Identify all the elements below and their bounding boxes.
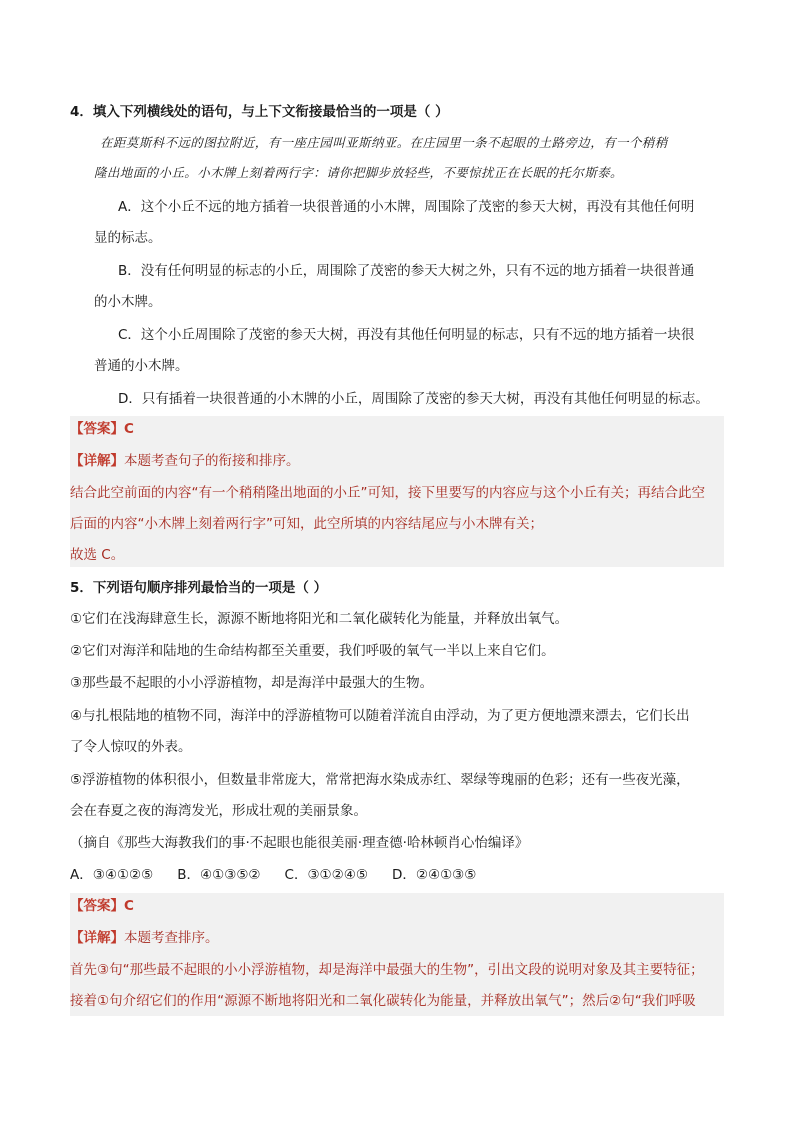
q5-answer xyxy=(70,896,726,916)
q5-choice-a: A．③④①②⑤ xyxy=(70,867,154,883)
q5-choices xyxy=(70,865,726,885)
q4-option-c-line-2: 普通的小木牌。 xyxy=(94,358,189,374)
q5-source: （摘自《那些大海教我们的事·不起眼也能很美丽·理查德·哈林顿肖心怡编译》 xyxy=(70,835,529,851)
q4-detail xyxy=(70,451,726,471)
q5-stem-text: 5．下列语句顺序排列最恰当的一项是（ ） xyxy=(70,580,328,596)
detail-label: 【详解】 xyxy=(70,930,124,946)
q4-option-b-line-2: 的小木牌。 xyxy=(94,294,162,310)
q5-detail-line-1: 首先③句“那些最不起眼的小小浮游植物，却是海洋中最强大的生物”，引出文段的说明对象及其主要特征； xyxy=(70,962,704,978)
q4-passage-line-1: 在距莫斯科不远的图拉附近，有一座庄园叫亚斯纳亚。在庄园里一条不起眼的土路旁边，有一个稍稍 xyxy=(100,135,668,150)
q4-option-c-line-1: C．这个小丘周围除了茂密的参天大树，再没有其他任何明显的标志，只有不远的地方插着一块很 xyxy=(118,327,695,343)
detail-intro: 本题考查排序。 xyxy=(124,930,219,946)
q5-sentence-2: ②它们对海洋和陆地的生命结构都至关重要，我们呼吸的氧气一半以上来自它们。 xyxy=(70,643,555,659)
q4-detail-line-1: 结合此空前面的内容“有一个稍稍隆出地面的小丘”可知，接下里要写的内容应与这个小丘有关；再结合此空 xyxy=(70,485,705,501)
detail-label: 【详解】 xyxy=(70,453,124,469)
q5-choice-b: B．④①③⑤② xyxy=(177,867,261,883)
q5-stem xyxy=(70,578,726,598)
q5-sentence-5-line-1: ⑤浮游植物的体积很小，但数量非常庞大，常常把海水染成赤红、翠绿等瑰丽的色彩；还有一些夜光藻， xyxy=(70,772,690,788)
q5-sentence-5-line-2: 会在春夏之夜的海湾发光，形成壮观的美丽景象。 xyxy=(70,803,367,819)
q4-option-d: D．只有插着一块很普通的小木牌的小丘，周围除了茂密的参天大树，再没有其他任何明显的标志。 xyxy=(118,391,709,407)
answer-value: C xyxy=(124,421,134,437)
answer-label: 【答案】 xyxy=(70,898,124,914)
q4-option-b-line-1: B．没有任何明显的标志的小丘，周围除了茂密的参天大树之外，只有不远的地方插着一块很普通 xyxy=(118,263,695,279)
q5-detail xyxy=(70,928,726,948)
answer-value: C xyxy=(124,898,134,914)
q4-detail-line-2: 后面的内容“小木牌上刻着两行字”可知，此空所填的内容结尾应与小木牌有关； xyxy=(70,516,543,532)
q4-passage-line-2: 隆出地面的小丘。小木牌上刻着两行字：请你把脚步放轻些，不要惊扰正在长眠的托尔斯泰。 xyxy=(94,165,623,180)
q5-detail-line-2: 接着①句介绍它们的作用“源源不断地将阳光和二氧化碳转化为能量，并释放出氧气”；然后②句“我们呼吸 xyxy=(70,993,696,1009)
detail-intro: 本题考查句子的衔接和排序。 xyxy=(124,453,300,469)
q5-sentence-4-line-1: ④与扎根陆地的植物不同，海洋中的浮游植物可以随着洋流自由浮动，为了更方便地漂来漂去，它们长出 xyxy=(70,708,690,724)
q4-option-a-line-1: A．这个小丘不远的地方插着一块很普通的小木牌，周围除了茂密的参天大树，再没有其他任何明 xyxy=(118,199,695,215)
q4-detail-line-3: 故选 C。 xyxy=(70,547,125,563)
answer-label: 【答案】 xyxy=(70,421,124,437)
q5-choice-c: C．③①②④⑤ xyxy=(284,867,368,883)
q5-sentence-3: ③那些最不起眼的小小浮游植物，却是海洋中最强大的生物。 xyxy=(70,675,434,691)
q5-sentence-4-line-2: 了令人惊叹的外表。 xyxy=(70,739,192,755)
q5-sentence-1: ①它们在浅海肆意生长，源源不断地将阳光和二氧化碳转化为能量，并释放出氧气。 xyxy=(70,611,569,627)
q4-stem xyxy=(70,102,726,122)
q5-choice-d: D．②④①③⑤ xyxy=(391,867,477,883)
q4-answer xyxy=(70,419,726,439)
q4-stem-text: 4．填入下列横线处的语句，与上下文衔接最恰当的一项是（ ） xyxy=(70,104,449,120)
q4-option-a-line-2: 显的标志。 xyxy=(94,230,162,246)
